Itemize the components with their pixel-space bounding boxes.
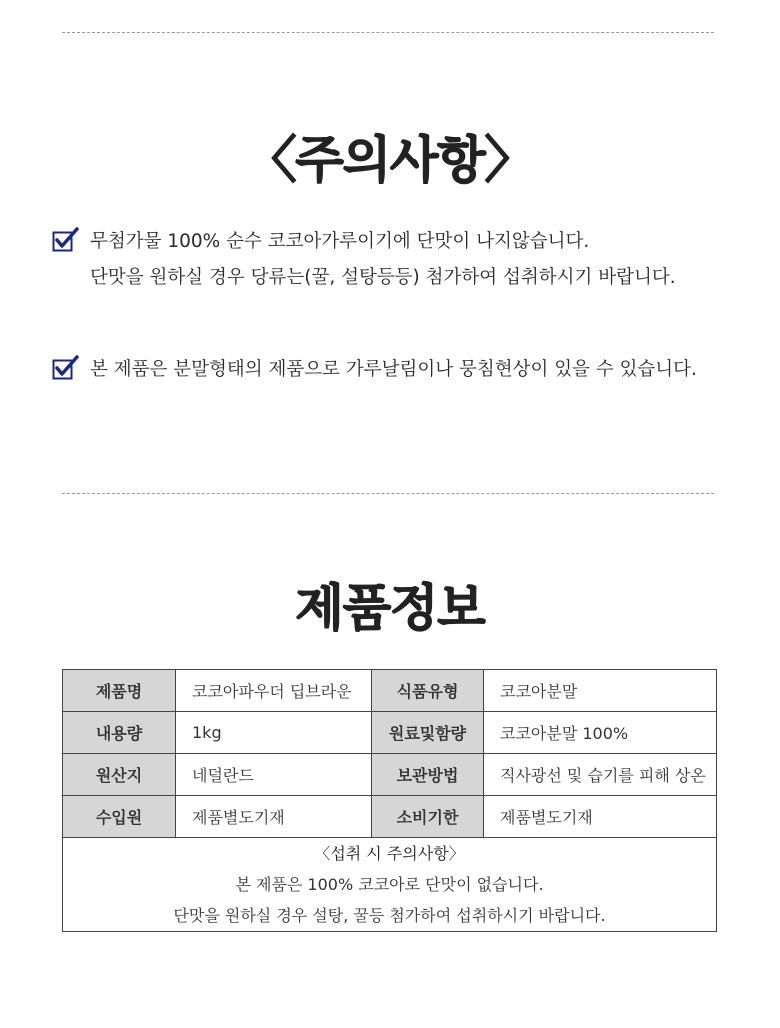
table-row xyxy=(63,712,717,754)
table-row xyxy=(63,754,717,796)
value-cell: 제품별도기재 xyxy=(484,796,717,838)
value-cell: 1kg xyxy=(176,712,372,754)
caution-title: 〈주의사항〉 xyxy=(246,131,534,189)
caution-item-2 xyxy=(52,352,697,388)
value-cell: 코코아분말 xyxy=(484,670,717,712)
intake-note-cell xyxy=(63,838,717,932)
note-row xyxy=(63,838,717,932)
value-cell: 코코아분말 100% xyxy=(484,712,717,754)
value-cell: 코코아파우더 딥브라운 xyxy=(176,670,372,712)
header-cell: 내용량 xyxy=(63,712,176,754)
caution-item-1-line-1: 무첨가물 100% 순수 코코아가루이기에 단맛이 나지않습니다. xyxy=(90,231,590,252)
intake-note-line-1: 본 제품은 100% 코코아로 단맛이 없습니다. xyxy=(235,875,544,894)
header-cell: 수입원 xyxy=(63,796,176,838)
header-cell: 보관방법 xyxy=(372,754,484,796)
middle-divider xyxy=(62,493,714,494)
intake-note-line-2: 단맛을 원하실 경우 설탕, 꿀등 첨가하여 섭취하시기 바랍니다. xyxy=(173,906,606,925)
top-divider xyxy=(62,32,714,33)
table-row xyxy=(63,670,717,712)
value-cell: 네덜란드 xyxy=(176,754,372,796)
value-cell: 직사광선 및 습기를 피해 상온 xyxy=(484,754,717,796)
table-row xyxy=(63,796,717,838)
header-cell: 원산지 xyxy=(63,754,176,796)
value-cell: 제품별도기재 xyxy=(176,796,372,838)
header-cell: 소비기한 xyxy=(372,796,484,838)
product-info-title: 제품정보 xyxy=(295,579,485,637)
caution-item-1 xyxy=(52,224,676,296)
header-cell: 제품명 xyxy=(63,670,176,712)
checkbox-check-icon xyxy=(52,355,80,381)
caution-item-1-line-2: 단맛을 원하실 경우 당류는(꿀, 설탕등등) 첨가하여 섭취하시기 바랍니다. xyxy=(90,267,676,288)
header-cell: 원료및함량 xyxy=(372,712,484,754)
header-cell: 식품유형 xyxy=(372,670,484,712)
intake-note-title: 〈섭취 시 주의사항〉 xyxy=(314,844,465,863)
caution-item-2-line-1: 본 제품은 분말형태의 제품으로 가루날림이나 뭉침현상이 있을 수 있습니다. xyxy=(90,359,697,380)
checkbox-check-icon xyxy=(52,227,80,253)
product-info-table xyxy=(62,669,717,932)
